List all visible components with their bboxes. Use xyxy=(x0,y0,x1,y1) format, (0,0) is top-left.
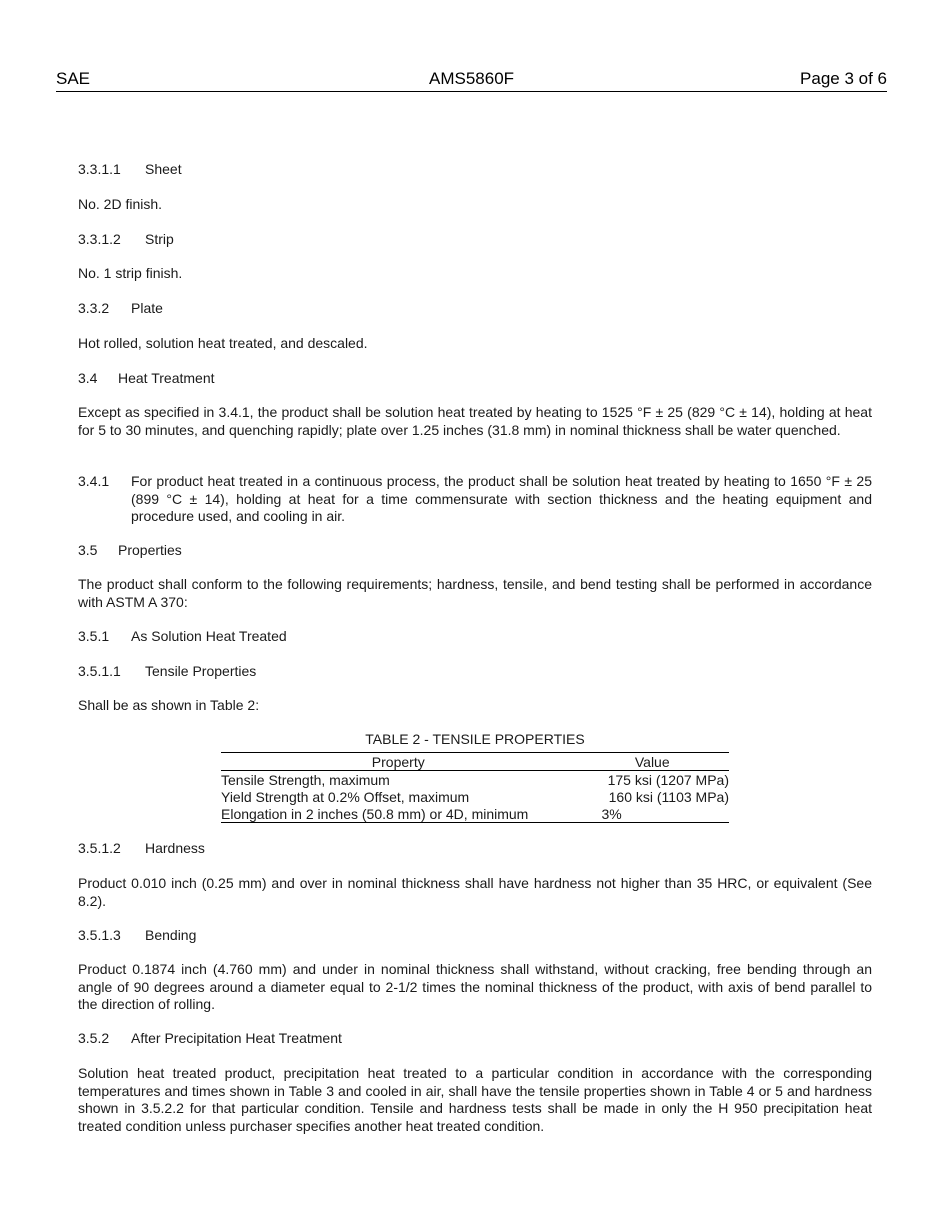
section-heading: 3.5.1.1 Tensile Properties xyxy=(78,663,257,679)
table-row xyxy=(221,771,729,789)
section-body: Product 0.1874 inch (4.760 mm) and under in nominal thickness shall withstand, without cracking, free bending through an angle of 90 degrees around a diameter equal to 2-1/2 times the nominal thickness of the product, with axis of bend parallel to the direction of rolling. xyxy=(78,961,872,1012)
section-body: No. 2D finish. xyxy=(78,196,163,212)
section-heading: 3.4 Heat Treatment xyxy=(78,370,215,386)
table-row xyxy=(221,805,729,823)
section-body: The product shall conform to the following requirements; hardness, tensile, and bend testing shall be performed in accordance with ASTM A 370: xyxy=(78,576,872,610)
page-header xyxy=(56,69,887,92)
section-body: Shall be as shown in Table 2: xyxy=(78,697,260,713)
section-heading: 3.3.2 Plate xyxy=(78,300,163,316)
section-heading: 3.5 Properties xyxy=(78,542,182,558)
section-heading: 3.5.2 After Precipitation Heat Treatment xyxy=(78,1030,342,1046)
column-header: Value xyxy=(576,753,729,771)
table-cell: Yield Strength at 0.2% Offset, maximum xyxy=(221,788,470,805)
header-page-number: Page 3 of 6 xyxy=(800,69,887,88)
table-cell: Tensile Strength, maximum xyxy=(221,771,390,788)
tensile-properties-table xyxy=(221,752,729,823)
section-heading: 3.5.1.2 Hardness xyxy=(78,840,205,856)
section-body: Hot rolled, solution heat treated, and descaled. xyxy=(78,335,368,351)
section-heading: 3.5.1.3 Bending xyxy=(78,927,197,943)
table-cell: 175 ksi (1207 MPa) xyxy=(607,771,729,788)
section-body: Solution heat treated product, precipitation heat treated to a particular condition in accordance with the corresponding temperatures and times shown in Table 3 and cooled in air, shall have the tensile properties shown in Table 4 or 5 and hardness shown in 3.5.2.2 for that particular condition. Tensile and hardness tests shall be made in only the H 950 precipitation heat treated condition unless purchaser specifies another heat treated condition. xyxy=(78,1065,872,1134)
section-body: No. 1 strip finish. xyxy=(78,265,183,281)
section-body: Product 0.010 inch (0.25 mm) and over in nominal thickness shall have hardness not higher than 35 HRC, or equivalent (See 8.2). xyxy=(78,875,872,909)
table-cell: 160 ksi (1103 MPa) xyxy=(608,788,729,805)
table-cell: 3% xyxy=(576,805,729,823)
column-header: Property xyxy=(221,753,576,771)
section-heading: 3.3.1.1 Sheet xyxy=(78,161,182,177)
table-header-row xyxy=(221,753,729,771)
header-org: SAE xyxy=(56,69,91,88)
table-title: TABLE 2 - TENSILE PROPERTIES xyxy=(365,731,585,747)
header-doc-number: AMS5860F xyxy=(429,69,515,88)
table-cell: Elongation in 2 inches (50.8 mm) or 4D, minimum xyxy=(221,805,576,823)
section-heading: 3.3.1.2 Strip xyxy=(78,231,174,247)
section-heading: 3.5.1 As Solution Heat Treated xyxy=(78,628,287,644)
section-paragraph-numbered: 3.4.1 For product heat treated in a continuous process, the product shall be solution heat treated by heating to 1650 °F ± 25 (899 °C ± 14), holding at heat for a time commensurate with section thickness and the heating equipment and procedure used, and cooling in air. xyxy=(78,473,872,524)
section-body: Except as specified in 3.4.1, the product shall be solution heat treated by heating to 1525 °F ± 25 (829 °C ± 14), holding at heat for 5 to 30 minutes, and quenching rapidly; plate over 1.25 inches (31.8 mm) in nominal thickness shall be water quenched. xyxy=(78,404,872,438)
table-row xyxy=(221,788,729,805)
